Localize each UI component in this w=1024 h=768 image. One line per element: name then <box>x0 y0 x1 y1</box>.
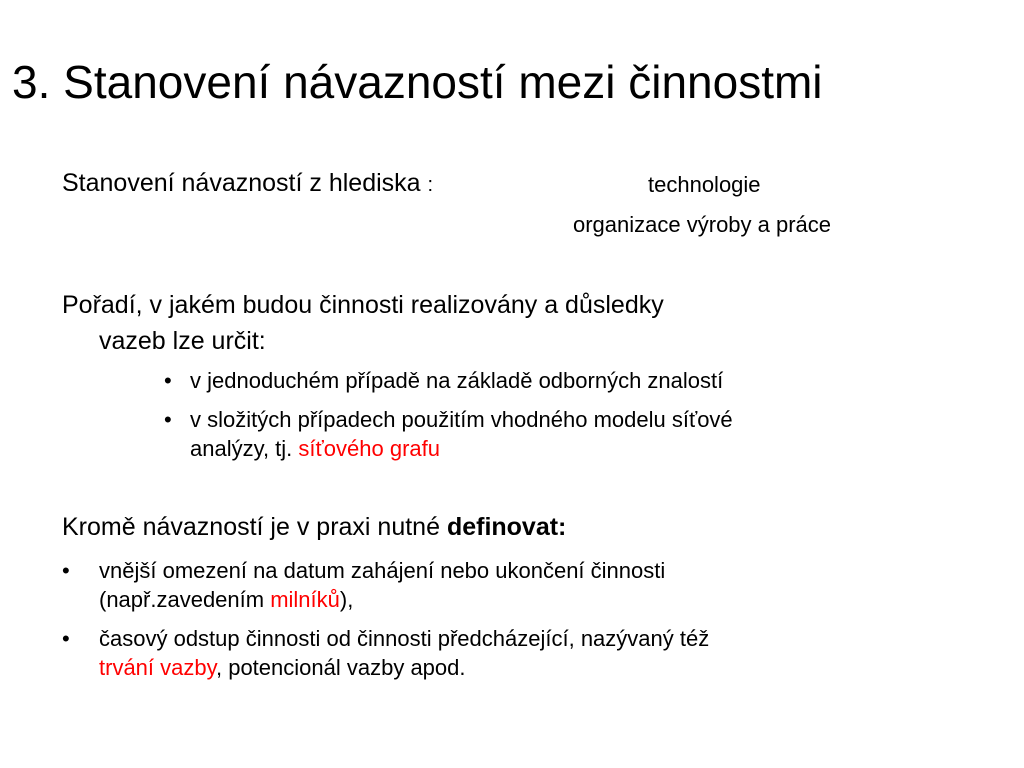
bullet-icon: • <box>62 626 70 651</box>
section3-bullet-1 <box>62 557 70 585</box>
section2-text-line1: Pořadí, v jakém budou činnosti realizovány a důsledky <box>62 291 664 319</box>
section3-bullet-1-line2-suffix: ), <box>339 587 354 612</box>
section3-text-prefix: Kromě návazností je v praxi nutné <box>62 513 447 541</box>
section3-bullet-1-line2-prefix: (např.zavedením <box>99 587 271 612</box>
section3-text-bold: definovat: <box>446 513 567 541</box>
slide-title: 3. Stanovení návazností mezi činnostmi <box>12 56 823 108</box>
section2-bullet-1-text: v jednoduchém případě na základě odborných znalostí <box>190 368 724 393</box>
section1-colon: : <box>427 174 434 196</box>
section3-bullet-2-line2 <box>99 654 466 682</box>
section2-bullet-2-line2 <box>190 435 440 463</box>
section1-item-technology: technologie <box>648 172 761 197</box>
section3-bullet-1-line1: vnější omezení na datum zahájení nebo ukončení činnosti <box>99 558 666 583</box>
section3-bullet-2 <box>62 625 70 653</box>
section2-bullet-2-line1: v složitých případech použitím vhodného modelu síťové <box>190 407 733 432</box>
section1-label-text: Stanovení návazností z hlediska <box>62 169 421 197</box>
milestones-highlight: milníků <box>270 587 340 612</box>
section2-bullet-2-line2-prefix: analýzy, tj. <box>190 436 299 461</box>
section1-item-organization: organizace výroby a práce <box>573 212 832 237</box>
section2-text-line2: vazeb lze určit: <box>99 327 266 355</box>
bullet-icon: • <box>62 558 70 583</box>
section3-bullet-2-line1: časový odstup činnosti od činnosti předcházející, nazývaný též <box>99 626 710 651</box>
section2-bullet-2 <box>164 406 172 434</box>
section3-bullet-2-line2-suffix: , potencionál vazby apod. <box>215 655 466 680</box>
link-duration-highlight: trvání vazby <box>99 655 216 680</box>
section1-label <box>62 168 433 200</box>
bullet-icon: • <box>164 368 172 393</box>
section3-bullet-1-line2 <box>99 586 353 614</box>
bullet-icon: • <box>164 407 172 432</box>
section2-bullet-1 <box>164 367 172 395</box>
network-graph-highlight: síťového grafu <box>298 436 440 461</box>
section3-text <box>62 512 566 542</box>
